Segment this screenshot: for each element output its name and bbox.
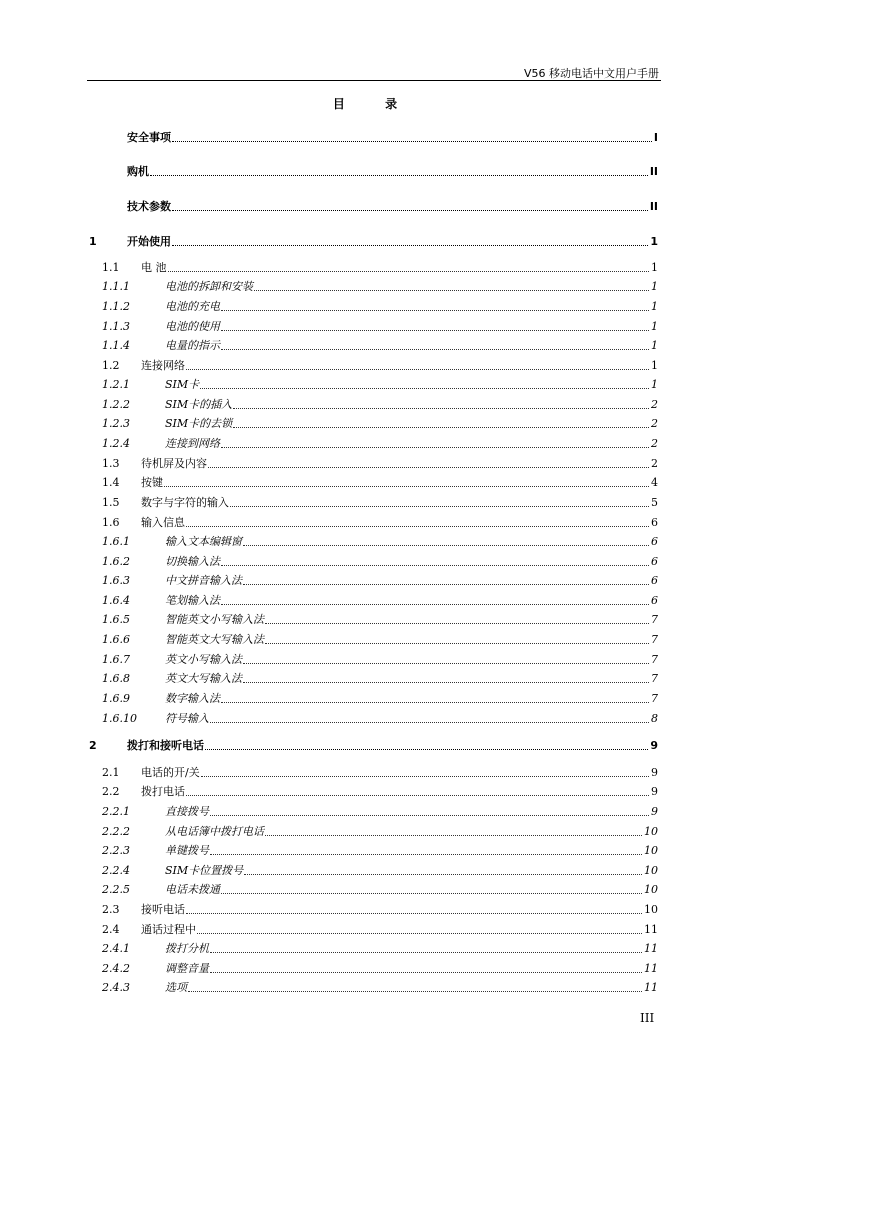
toc-dot-leader [221, 564, 649, 566]
toc-entry-number: 1.6.1 [102, 535, 130, 548]
toc-entry-title: 调整音量 [165, 962, 209, 975]
toc-entry-number: 1.6.3 [102, 574, 130, 587]
toc-entry-title: 单键拨号 [165, 844, 209, 857]
toc-entry-page: 8 [651, 712, 658, 725]
toc-entry-number: 1.4 [102, 476, 120, 489]
toc-entry-number: 2.4.3 [102, 981, 130, 994]
toc-entry-title: 从电话簿中拨打电话 [165, 825, 264, 838]
toc-entry-title: 电池的使用 [165, 320, 220, 333]
toc-entry-page: 10 [644, 903, 658, 916]
toc-entry-number: 1.6.5 [102, 613, 130, 626]
toc-entry-page: II [649, 165, 658, 178]
toc-entry-title: 数字与字符的输入 [141, 496, 229, 509]
toc-entry-page: 7 [651, 633, 658, 646]
toc-entry-title: 开始使用 [127, 235, 171, 248]
toc-entry-page: 2 [651, 417, 658, 430]
toc-dot-leader [265, 642, 649, 644]
toc-entry-page: 6 [651, 555, 658, 568]
toc-subsection-row[interactable] [89, 531, 658, 549]
toc-entry-title: 输入文本编辑窗 [165, 535, 242, 548]
header-rule [87, 80, 661, 81]
toc-entry-number: 1.1 [102, 261, 120, 274]
toc-dot-leader [265, 834, 642, 836]
toc-dot-leader [172, 140, 652, 142]
toc-entry-page: 10 [644, 883, 658, 896]
toc-entry-page: 11 [644, 962, 658, 975]
toc-entry-number: 1.6.7 [102, 653, 130, 666]
toc-entry-page: 1 [651, 300, 658, 313]
toc-dot-leader [230, 505, 649, 507]
toc-entry-title: 拨打和接听电话 [127, 739, 204, 752]
page-number: III [640, 1011, 655, 1025]
toc-section-row[interactable] [89, 781, 658, 799]
toc-entry-number: 1.1.4 [102, 339, 130, 352]
toc-entry-number: 2.4.1 [102, 942, 130, 955]
toc-entry-page: II [649, 200, 658, 213]
toc-entry-page: 7 [651, 653, 658, 666]
toc-dot-leader [221, 309, 649, 311]
toc-subsection-row[interactable] [89, 374, 658, 392]
toc-entry-title: 直接拨号 [165, 805, 209, 818]
toc-entry-number: 1.6.2 [102, 555, 130, 568]
toc-entry-title: 待机屏及内容 [141, 457, 207, 470]
toc-entry-page: 7 [651, 613, 658, 626]
toc-entry-title: 输入信息 [141, 516, 185, 529]
toc-entry-title: 连接网络 [141, 359, 185, 372]
toc-dot-leader [186, 794, 649, 796]
toc-dot-leader [243, 681, 649, 683]
toc-chapter-row[interactable] [89, 231, 658, 249]
toc-entry-title: 电池的拆卸和安装 [165, 280, 253, 293]
toc-dot-leader [164, 485, 649, 487]
toc-subsection-row[interactable] [89, 551, 658, 569]
toc-dot-leader [201, 775, 649, 777]
toc-entry-title: 通话过程中 [141, 923, 196, 936]
toc-section-row[interactable] [89, 472, 658, 490]
toc-dot-leader [210, 853, 642, 855]
toc-entry-title: 符号输入 [165, 712, 209, 725]
toc-section-row[interactable] [89, 919, 658, 937]
toc-dot-leader [210, 721, 649, 723]
toc-subsection-row[interactable] [89, 570, 658, 588]
toc-entry-title: 接听电话 [141, 903, 185, 916]
toc-entry-title: 切换输入法 [165, 555, 220, 568]
toc-entry-page: 10 [644, 825, 658, 838]
toc-dot-leader [243, 544, 649, 546]
toc-entry-page: 9 [651, 785, 658, 798]
toc-subsection-row[interactable] [89, 840, 658, 858]
toc-entry-page: 11 [644, 942, 658, 955]
toc-chapter-row[interactable] [89, 735, 658, 753]
toc-entry-page: 6 [651, 574, 658, 587]
toc-subsection-row[interactable] [89, 609, 658, 627]
toc-subsection-row[interactable] [89, 335, 658, 353]
toc-entry-number: 1.1.1 [102, 280, 130, 293]
toc-dot-leader [243, 583, 649, 585]
toc-subsection-row[interactable] [89, 276, 658, 294]
toc-entry-title: 数字输入法 [165, 692, 220, 705]
toc-entry-page: 5 [651, 496, 658, 509]
toc-dot-leader [265, 622, 649, 624]
toc-entry-page: 10 [644, 864, 658, 877]
toc-dot-leader [254, 289, 649, 291]
toc-entry-title: 技术参数 [127, 200, 171, 213]
toc-entry-page: 1 [651, 320, 658, 333]
toc-entry-page: 1 [651, 339, 658, 352]
toc-subsection-row[interactable] [89, 958, 658, 976]
toc-entry-title: 电话的开/关 [141, 766, 200, 779]
toc-entry-number: 1.2.1 [102, 378, 130, 391]
toc-dot-leader [197, 932, 642, 934]
running-header: V56 移动电话中文用户手册 [523, 67, 659, 80]
toc-entry-page: 4 [651, 476, 658, 489]
toc-subsection-row[interactable] [89, 977, 658, 995]
toc-dot-leader [150, 174, 648, 176]
toc-subsection-row[interactable] [89, 860, 658, 878]
toc-chapter-row[interactable] [89, 196, 658, 214]
toc-entry-number: 2.3 [102, 903, 120, 916]
toc-entry-page: I [653, 131, 658, 144]
toc-entry-number: 1.1.2 [102, 300, 130, 313]
toc-dot-leader [172, 209, 648, 211]
toc-dot-leader [186, 525, 649, 527]
toc-entry-title: 连接到网络 [165, 437, 220, 450]
toc-dot-leader [243, 662, 649, 664]
toc-entry-number: 2.4 [102, 923, 120, 936]
toc-section-row[interactable] [89, 492, 658, 510]
toc-entry-page: 1 [651, 378, 658, 391]
toc-chapter-row[interactable] [89, 161, 658, 179]
toc-entry-page: 11 [644, 981, 658, 994]
toc-entry-page: 9 [650, 739, 658, 752]
toc-entry-number: 1.2.3 [102, 417, 130, 430]
toc-entry-page: 7 [651, 672, 658, 685]
toc-entry-title: 电池的充电 [165, 300, 220, 313]
toc-entry-title: 按键 [141, 476, 163, 489]
toc-dot-leader [186, 368, 649, 370]
toc-entry-number: 2.2.2 [102, 825, 130, 838]
toc-subsection-row[interactable] [89, 394, 658, 412]
toc-dot-leader [221, 329, 649, 331]
toc-dot-leader [221, 348, 649, 350]
toc-entry-title: 电 池 [141, 261, 167, 274]
toc-entry-number: 2.2 [102, 785, 120, 798]
toc-subsection-row[interactable] [89, 413, 658, 431]
toc-dot-leader [233, 426, 649, 428]
toc-entry-number: 1.6.8 [102, 672, 130, 685]
toc-entry-title: 英文小写输入法 [165, 653, 242, 666]
toc-entry-number: 1.6.10 [102, 712, 137, 725]
toc-dot-leader [244, 873, 642, 875]
toc-chapter-row[interactable] [89, 127, 658, 145]
toc-entry-number: 2.4.2 [102, 962, 130, 975]
toc-entry-number: 2.2.4 [102, 864, 130, 877]
toc-entry-title: SIM卡的插入 [165, 398, 233, 411]
toc-subsection-row[interactable] [89, 629, 658, 647]
toc-entry-title: 电话未拨通 [165, 883, 220, 896]
toc-subsection-row[interactable] [89, 708, 658, 726]
toc-entry-page: 2 [651, 398, 658, 411]
toc-entry-page: 10 [644, 844, 658, 857]
toc-section-row[interactable] [89, 257, 658, 275]
toc-entry-number: 2.2.5 [102, 883, 130, 896]
toc-entry-number: 1.6.4 [102, 594, 130, 607]
toc-subsection-row[interactable] [89, 938, 658, 956]
toc-entry-page: 2 [651, 457, 658, 470]
toc-entry-title: 拨打电话 [141, 785, 185, 798]
toc-entry-number: 2.1 [102, 766, 120, 779]
toc-entry-page: 9 [651, 805, 658, 818]
toc-entry-title: 笔划输入法 [165, 594, 220, 607]
toc-section-row[interactable] [89, 355, 658, 373]
toc-entry-number: 2.2.1 [102, 805, 130, 818]
toc-section-row[interactable] [89, 899, 658, 917]
toc-dot-leader [208, 466, 649, 468]
toc-subsection-row[interactable] [89, 590, 658, 608]
toc-entry-number: 1.3 [102, 457, 120, 470]
toc-entry-page: 6 [651, 594, 658, 607]
toc-entry-page: 9 [651, 766, 658, 779]
toc-subsection-row[interactable] [89, 649, 658, 667]
toc-section-row[interactable] [89, 512, 658, 530]
toc-dot-leader [186, 912, 642, 914]
toc-subsection-row[interactable] [89, 433, 658, 451]
toc-dot-leader [221, 892, 642, 894]
toc-dot-leader [210, 971, 642, 973]
toc-entry-number: 1.6.9 [102, 692, 130, 705]
toc-dot-leader [210, 951, 642, 953]
toc-entry-page: 1 [651, 359, 658, 372]
toc-entry-number: 1.6.6 [102, 633, 130, 646]
toc-section-row[interactable] [89, 762, 658, 780]
toc-entry-page: 6 [651, 535, 658, 548]
toc-entry-title: 购机 [127, 165, 149, 178]
toc-section-row[interactable] [89, 453, 658, 471]
toc-dot-leader [200, 387, 649, 389]
toc-entry-page: 1 [650, 235, 658, 248]
toc-entry-title: SIM卡位置拨号 [165, 864, 244, 877]
toc-entry-page: 1 [651, 261, 658, 274]
toc-entry-number: 1.6 [102, 516, 120, 529]
toc-entry-title: 选项 [165, 981, 187, 994]
toc-dot-leader [188, 990, 642, 992]
toc-dot-leader [168, 270, 650, 272]
toc-entry-page: 1 [651, 280, 658, 293]
toc-subsection-row[interactable] [89, 316, 658, 334]
toc-entry-page: 6 [651, 516, 658, 529]
toc-dot-leader [205, 748, 648, 750]
toc-entry-number: 2.2.3 [102, 844, 130, 857]
toc-dot-leader [233, 407, 649, 409]
toc-entry-number: 1.2.4 [102, 437, 130, 450]
toc-entry-number: 2 [89, 739, 97, 752]
toc-entry-title: 智能英文大写输入法 [165, 633, 264, 646]
toc-dot-leader [210, 814, 649, 816]
toc-entry-number: 1.2 [102, 359, 120, 372]
toc-subsection-row[interactable] [89, 801, 658, 819]
toc-subsection-row[interactable] [89, 688, 658, 706]
toc-entry-number: 1.1.3 [102, 320, 130, 333]
toc-entry-title: 拨打分机 [165, 942, 209, 955]
toc-entry-page: 7 [651, 692, 658, 705]
toc-entry-page: 11 [644, 923, 658, 936]
toc-subsection-row[interactable] [89, 821, 658, 839]
toc-dot-leader [221, 603, 649, 605]
toc-entry-number: 1 [89, 235, 97, 248]
toc-dot-leader [172, 244, 648, 246]
toc-subsection-row[interactable] [89, 879, 658, 897]
toc-dot-leader [221, 446, 649, 448]
toc-entry-title: SIM卡的去锁 [165, 417, 233, 430]
toc-entry-title: SIM卡 [165, 378, 200, 391]
toc-title: 目 录 [332, 97, 416, 111]
toc-subsection-row[interactable] [89, 296, 658, 314]
toc-entry-title: 中文拼音输入法 [165, 574, 242, 587]
toc-entry-number: 1.2.2 [102, 398, 130, 411]
toc-entry-page: 2 [651, 437, 658, 450]
toc-entry-number: 1.5 [102, 496, 120, 509]
toc-dot-leader [221, 701, 649, 703]
toc-subsection-row[interactable] [89, 668, 658, 686]
toc-entry-title: 电量的指示 [165, 339, 220, 352]
toc-entry-title: 安全事项 [127, 131, 171, 144]
toc-entry-title: 智能英文小写输入法 [165, 613, 264, 626]
toc-entry-title: 英文大写输入法 [165, 672, 242, 685]
